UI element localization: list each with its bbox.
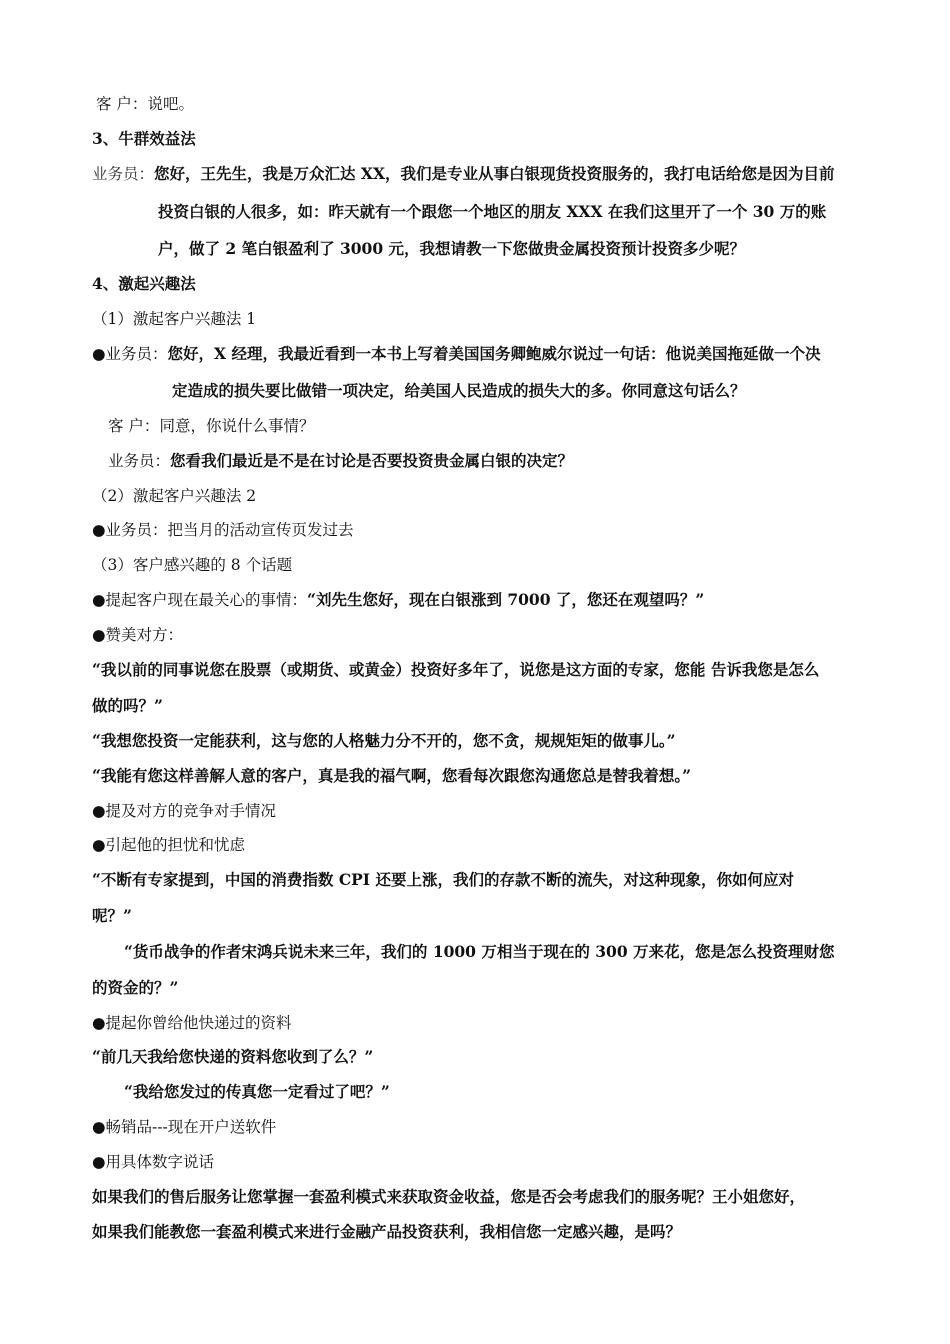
bullet-item: ●提起你曾给他快递过的资料	[92, 1014, 292, 1032]
dialogue-line	[96, 93, 860, 115]
paragraph-line: 如果我们能教您一套盈利模式来进行金融产品投资获利，我相信您一定感兴趣，是吗？	[92, 1222, 682, 1241]
dialogue-text: 同意，你说什么事情？	[159, 417, 315, 435]
dialogue-continuation: 投资白银的人很多，如：昨天就有一个跟您一个地区的朋友 XXX 在我们这里开了一个 30 万的账	[158, 202, 827, 221]
bullet-item: ●赞美对方：	[92, 626, 184, 644]
dialogue-continuation: 定造成的损失要比做错一项决定，给美国人民造成的损失大的多。你同意这句话么？	[172, 381, 746, 400]
dialogue-continuation: 户，做了 2 笔白银盈利了 3000 元，我想请教一下您做贵金属投资预计投资多少呢？	[158, 239, 746, 258]
dialogue-line	[92, 163, 860, 185]
subsection-heading: （3）客户感兴趣的 8 个话题	[92, 556, 293, 574]
quote-line: 呢？”	[92, 906, 132, 925]
bullet-item	[92, 589, 860, 611]
bullet-item: ●提及对方的竞争对手情况	[92, 802, 277, 820]
dialogue-text: 说吧。	[147, 95, 194, 113]
bullet-label: ●提起客户现在最关心的事情：	[92, 591, 308, 609]
quote-line: “我以前的同事说您在股票（或期货、或黄金）投资好多年了，说您是这方面的专家，您能 告诉我您是怎么	[92, 660, 820, 679]
quote-line: “我给您发过的传真您一定看过了吧？”	[124, 1082, 390, 1101]
speaker-label: ●业务员：	[92, 521, 168, 539]
quote-text: “刘先生您好，现在白银涨到 7000 了，您还在观望吗？”	[307, 590, 705, 609]
paragraph-line: 如果我们的售后服务让您掌握一套盈利模式来获取资金收益，您是否会考虑我们的服务呢？王小姐您好，	[92, 1187, 806, 1206]
speaker-label: ●业务员：	[92, 345, 168, 363]
dialogue-text: 把当月的活动宣传页发过去	[167, 521, 354, 539]
quote-line: “我能有您这样善解人意的客户，真是我的福气啊，您看每次跟您沟通您总是替我着想。”	[92, 766, 692, 785]
speaker-label: 业务员：	[92, 165, 155, 183]
bullet-item: ●畅销品---现在开户送软件	[92, 1118, 277, 1136]
quote-line: “货币战争的作者宋鸿兵说未来三年，我们的 1000 万相当于现在的 300 万来花，您是怎么投资理财您	[124, 942, 835, 961]
quote-line: 做的吗？”	[92, 696, 163, 715]
dialogue-line	[92, 519, 860, 541]
subsection-heading: （1）激起客户兴趣法 1	[92, 310, 257, 328]
dialogue-text: 您好，王先生，我是万众汇达 XX，我们是专业从事白银现货投资服务的，我打电话给您是因为目前	[154, 164, 835, 183]
section-heading: 4、激起兴趣法	[92, 274, 196, 293]
section-heading: 3、牛群效益法	[92, 129, 196, 148]
dialogue-line	[92, 343, 860, 365]
quote-line: 的资金的？”	[92, 978, 179, 997]
speaker-label: 业务员：	[108, 452, 171, 470]
subsection-heading: （2）激起客户兴趣法 2	[92, 487, 257, 505]
speaker-label: 客 户：	[108, 417, 160, 435]
dialogue-text: 您看我们最近是不是在讨论是否要投资贵金属白银的决定？	[170, 451, 574, 470]
bullet-item: ●用具体数字说话	[92, 1153, 215, 1171]
quote-line: “前几天我给您快递的资料您收到了么？”	[92, 1047, 374, 1066]
speaker-label: 客 户：	[96, 95, 148, 113]
dialogue-text: 您好，X 经理，我最近看到一本书上写着美国国务卿鲍威尔说过一句话：他说美国拖延做一个决	[167, 344, 821, 363]
bullet-item: ●引起他的担忧和忧虑	[92, 836, 246, 854]
dialogue-line	[108, 450, 860, 472]
quote-line: “不断有专家提到，中国的消费指数 CPI 还要上涨，我们的存款不断的流失，对这种现象，你如何应对	[92, 870, 794, 889]
quote-line: “我想您投资一定能获利，这与您的人格魅力分不开的，您不贪，规规矩矩的做事儿。”	[92, 731, 676, 750]
dialogue-line	[108, 415, 860, 437]
